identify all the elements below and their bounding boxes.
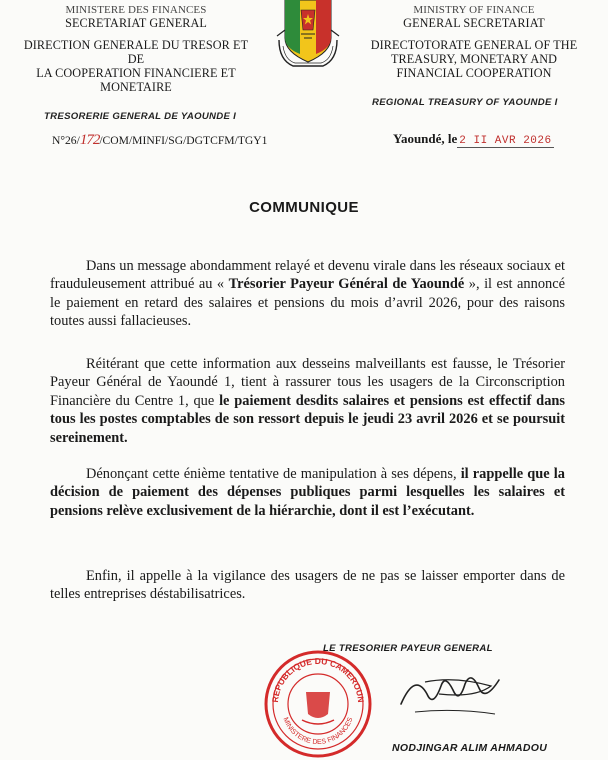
paragraph-4 (50, 567, 565, 604)
place-and-date (393, 131, 554, 147)
paragraph-2-text-a: Réitérant que cette information aux desseins malveillants est fausse, le Trésorier Payeur Général de Yaoundé 1, tient à rassurer tous les usagers de la Circonscription Financière du Centre 1, que (50, 356, 565, 409)
header-left-direction-1: DIRECTION GENERALE DU TRESOR ET (23, 38, 249, 52)
paragraph-2-bold: le paiement desdits salaires et pensions est effectif dans tous les postes comptables de son ressort depuis le jeudi 23 avril 2026 et se poursuit sereinement. (50, 392, 565, 446)
handwritten-signature (395, 664, 505, 724)
seal-outer-text: REPUBLIQUE DU CAMEROUN (269, 655, 367, 703)
reference-prefix: N°26/ (52, 134, 80, 147)
header-left (20, 4, 252, 94)
header-right-ministry: MINISTRY OF FINANCE (413, 4, 535, 16)
header-left-direction-2: DE (127, 52, 145, 66)
header-right-directorate-3: FINANCIAL COOPERATION (396, 66, 552, 80)
official-seal-stamp (262, 648, 374, 760)
paragraph-2 (50, 355, 565, 447)
header-right-secretariat: GENERAL SECRETARIAT (403, 16, 545, 30)
paragraph-1-text-a: Dans un message abondamment relayé et devenu virale dans les réseaux sociaux et frauduleusement attribué au « (50, 258, 565, 293)
signatory-title: LE TRESORIER PAYEUR GENERAL (323, 643, 493, 654)
communique-title: COMMUNIQUE (249, 199, 359, 216)
place-label: Yaoundé, le (393, 131, 458, 146)
date-stamp: 2 II AVR 2026 (459, 135, 552, 147)
paragraph-1-bold: Trésorier Payeur Général de Yaoundé (228, 276, 465, 293)
header-left-direction-3: LA COOPERATION FINANCIERE ET (36, 66, 236, 80)
header-left-direction-4: MONETAIRE (100, 80, 172, 94)
reference-number (52, 132, 267, 149)
paragraph-3-text-a: Dénonçant cette énième tentative de manipulation à ses dépens, (86, 466, 461, 482)
header-right (356, 4, 592, 80)
paragraph-1 (50, 257, 565, 331)
header-left-secretariat: SECRETARIAT GENERAL (65, 16, 207, 30)
header-right-directorate-1: DIRECTOTORATE GENERAL OF THE (370, 38, 578, 52)
reference-suffix: /COM/MINFI/SG/DGTCFM/TGY1 (99, 134, 268, 147)
paragraph-3 (50, 465, 565, 520)
seal-inner-text: MINISTERE DES FINANCES (281, 716, 355, 747)
header-right-treasury: REGIONAL TREASURY OF YAOUNDE I (372, 97, 558, 108)
header-right-directorate-2: TREASURY, MONETARY AND (390, 52, 558, 66)
signer-name: NODJINGAR ALIM AHMADOU (392, 742, 548, 754)
header-left-treasury: TRESORERIE GENERAL DE YAOUNDE I (44, 111, 237, 122)
paragraph-4-text: Enfin, il appelle à la vigilance des usagers de ne pas se laisser emporter dans de telles entreprises déstabilisatrices. (50, 568, 565, 603)
reference-handwritten-number: 172 (79, 132, 100, 148)
cameroon-coat-of-arms-emblem (271, 0, 345, 70)
paragraph-3-bold: il rappelle que la décision de paiement des dépenses publiques parmi lesquelles les salaires et pensions relève exclusivement de la hiérarchie, dont il est l’exécutant. (50, 466, 565, 519)
header-left-ministry: MINISTERE DES FINANCES (65, 4, 207, 16)
paragraph-1-text-c: », il est annoncé le paiement en retard des salaires et pensions du mois d’avril 2026, pour des raisons toutes aussi fallacieuses. (50, 276, 565, 330)
